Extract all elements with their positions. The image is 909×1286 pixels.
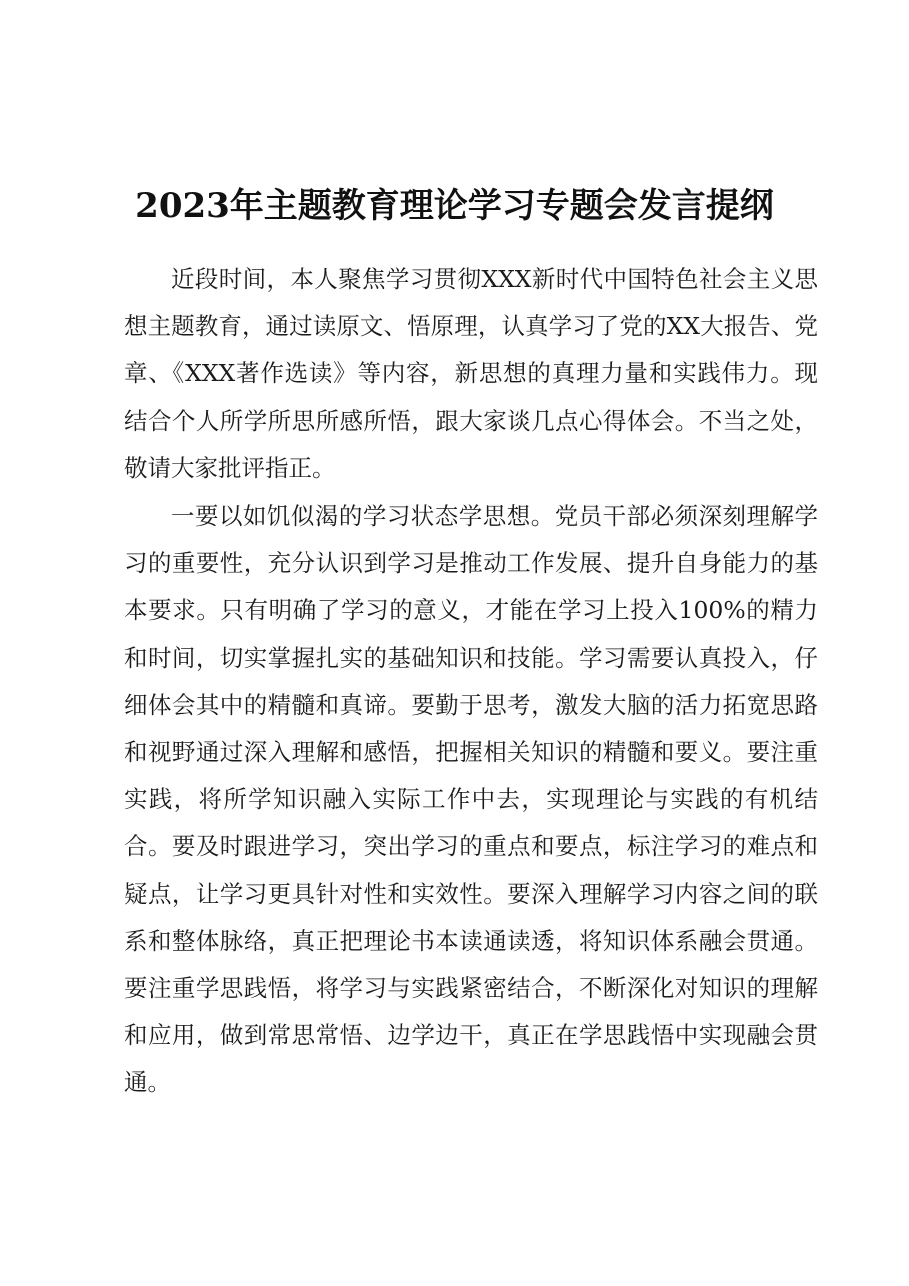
document-title: 2023年主题教育理论学习专题会发言提纲 (135, 186, 774, 226)
paragraph-point-one: 一要以如饥似渴的学习状态学思想。党员干部必须深刻理解学习的重要性，充分认识到学习是推动工作发展、提升自身能力的基本要求。只有明确了学习的意义，才能在学习上投入100%的精力和时间，切实掌握扎实的基础知识和技能。学习需要认真投入，仔细体会其中的精髓和真谛。要勤于思考，激发大脑的活力拓宽思路和视野通过深入理解和感悟，把握相关知识的精髓和要义。要注重实践，将所学知识融入实际工作中去，实现理论与实践的有机结合。要及时跟进学习，突出学习的重点和要点，标注学习的难点和疑点，让学习更具针对性和实效性。要深入理解学习内容之间的联系和整体脉络，真正把理论书本读通读透，将知识体系融会贯通。要注重学思践悟，将学习与实践紧密结合，不断深化对知识的理解和应用，做到常思常悟、边学边干，真正在学思践悟中实现融会贯通。 (124, 502, 818, 1097)
paragraph-intro: 近段时间，本人聚焦学习贯彻XXX新时代中国特色社会主义思想主题教育，通过读原文、悟原理，认真学习了党的XX大报告、党章、《XXX著作选读》等内容，新思想的真理力量和实践伟力。现结合个人所学所思所感所悟，跟大家谈几点心得体会。不当之处，敬请大家批评指正。 (124, 265, 818, 482)
